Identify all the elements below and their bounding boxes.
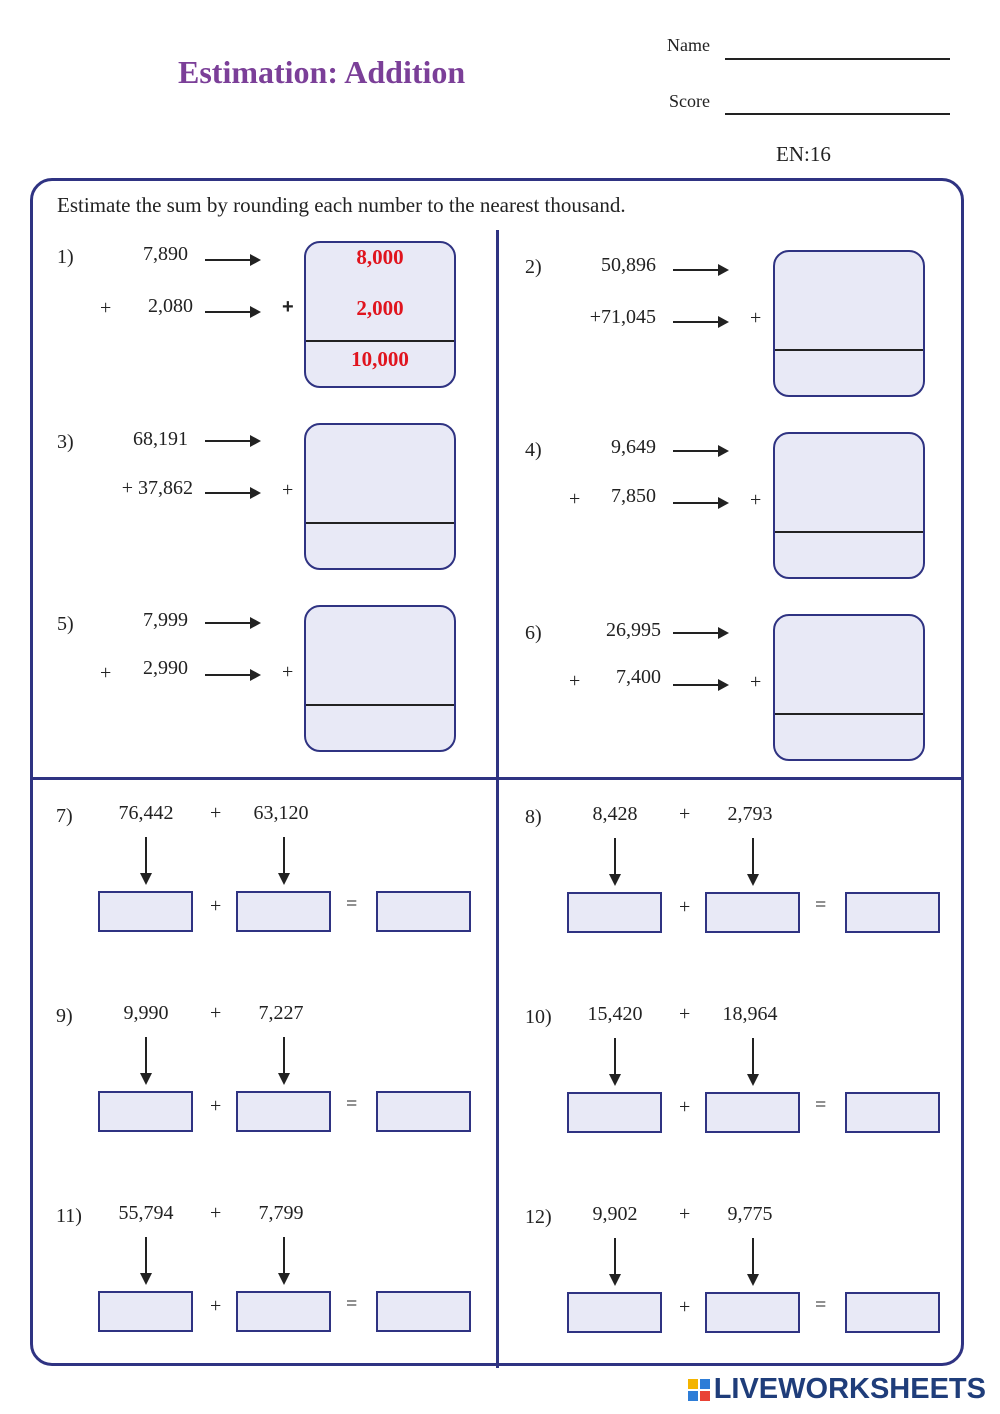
equals-sign: = — [346, 1293, 358, 1315]
box-plus-sign: + — [750, 307, 762, 329]
problem-number: 9) — [56, 1005, 73, 1027]
plus-sign: + — [679, 803, 691, 825]
right-arrow-icon — [673, 443, 729, 459]
liveworksheets-logo — [688, 1373, 986, 1406]
addend-a: 9,649 — [611, 436, 656, 458]
plus-sign: + — [100, 662, 112, 684]
right-arrow-icon — [673, 495, 729, 511]
estimated-sum-box[interactable] — [845, 892, 940, 933]
problem-number: 7) — [56, 805, 73, 827]
right-arrow-icon — [205, 667, 261, 683]
equals-sign: = — [815, 894, 827, 916]
rounded-a-box[interactable] — [98, 1091, 193, 1132]
estimated-sum-box[interactable] — [376, 1291, 471, 1332]
right-arrow-icon — [205, 485, 261, 501]
down-arrow-icon — [745, 838, 761, 886]
rounded-b-box[interactable] — [705, 1092, 800, 1133]
rounded-b-answer: 2,000 — [356, 296, 404, 320]
down-arrow-icon — [276, 1237, 292, 1285]
plus-sign: + — [100, 297, 112, 319]
equals-sign: = — [815, 1294, 827, 1316]
plus-sign: + — [679, 1203, 691, 1225]
problem-number: 2) — [525, 256, 542, 278]
rounded-b-box[interactable] — [705, 1292, 800, 1333]
worksheet-code: EN:16 — [776, 142, 831, 166]
addend-b: 7,850 — [611, 485, 656, 507]
down-arrow-icon — [607, 1038, 623, 1086]
addend-b: 2,990 — [143, 657, 188, 679]
box-plus-sign: + — [282, 479, 294, 501]
addend-b: + 37,862 — [121, 477, 193, 499]
estimate-box[interactable] — [773, 432, 925, 579]
down-arrow-icon — [138, 1237, 154, 1285]
score-field[interactable] — [725, 113, 950, 115]
right-arrow-icon — [205, 252, 261, 268]
rounded-a-answer: 8,000 — [356, 245, 404, 269]
estimated-sum-answer: 10,000 — [351, 347, 409, 371]
addend-a: 26,995 — [606, 619, 661, 641]
problem-number: 6) — [525, 622, 542, 644]
estimate-box[interactable] — [304, 605, 456, 752]
rounded-b-box[interactable] — [236, 891, 331, 932]
plus-sign: + — [569, 670, 581, 692]
rounded-a-box[interactable] — [98, 891, 193, 932]
addend-a: 68,191 — [133, 428, 188, 450]
problem-number: 4) — [525, 439, 542, 461]
plus-sign: + — [210, 1095, 222, 1117]
sum-line — [775, 349, 923, 351]
problem-number: 10) — [525, 1006, 552, 1028]
equals-sign: = — [346, 893, 358, 915]
problem-number: 8) — [525, 806, 542, 828]
rounded-b-box[interactable] — [705, 892, 800, 933]
problem-number: 12) — [525, 1206, 552, 1228]
addend-b: 2,793 — [727, 803, 773, 825]
estimate-box[interactable] — [304, 241, 456, 388]
rounded-a-box[interactable] — [567, 892, 662, 933]
down-arrow-icon — [607, 838, 623, 886]
right-arrow-icon — [673, 262, 729, 278]
box-plus-sign: + — [282, 661, 294, 683]
plus-sign: + — [210, 1202, 222, 1224]
addend-b: 7,799 — [258, 1202, 304, 1224]
box-plus-sign: + — [750, 489, 762, 511]
right-arrow-icon — [205, 615, 261, 631]
rounded-a-box[interactable] — [98, 1291, 193, 1332]
addend-b: 2,080 — [148, 295, 193, 317]
estimate-box[interactable] — [773, 250, 925, 397]
down-arrow-icon — [745, 1238, 761, 1286]
problem-number: 3) — [57, 431, 74, 453]
down-arrow-icon — [276, 837, 292, 885]
right-arrow-icon — [673, 314, 729, 330]
addend-a: 50,896 — [601, 254, 656, 276]
worksheet-title: Estimation: Addition — [178, 54, 466, 90]
estimate-box[interactable] — [304, 423, 456, 570]
sum-line — [306, 704, 454, 706]
equals-sign: = — [815, 1094, 827, 1116]
addend-a: 55,794 — [118, 1202, 174, 1224]
problem-number: 1) — [57, 246, 74, 268]
addend-a: 9,902 — [592, 1203, 638, 1225]
name-label: Name — [667, 35, 710, 55]
vertical-divider — [496, 230, 499, 1368]
down-arrow-icon — [138, 837, 154, 885]
box-plus-sign: + — [750, 671, 762, 693]
horizontal-divider — [30, 777, 964, 780]
sum-line — [775, 531, 923, 533]
plus-sign: + — [210, 1295, 222, 1317]
addend-b: 18,964 — [722, 1003, 778, 1025]
plus-sign: + — [210, 1002, 222, 1024]
right-arrow-icon — [205, 433, 261, 449]
sum-line — [775, 713, 923, 715]
estimated-sum-box[interactable] — [376, 1091, 471, 1132]
right-arrow-icon — [205, 304, 261, 320]
instructions: Estimate the sum by rounding each number to the nearest thousand. — [57, 193, 626, 217]
plus-sign: + — [679, 1296, 691, 1318]
problem-number: 5) — [57, 613, 74, 635]
problem-number: 11) — [56, 1205, 82, 1227]
addend-b: 63,120 — [253, 802, 309, 824]
estimated-sum-box[interactable] — [845, 1292, 940, 1333]
down-arrow-icon — [607, 1238, 623, 1286]
box-plus-sign: + — [282, 296, 294, 318]
addend-b: 7,227 — [258, 1002, 304, 1024]
plus-sign: + — [569, 488, 581, 510]
rounded-a-box[interactable] — [567, 1092, 662, 1133]
rounded-b-box[interactable] — [236, 1291, 331, 1332]
equals-sign: = — [346, 1093, 358, 1115]
plus-sign: + — [679, 1003, 691, 1025]
down-arrow-icon — [745, 1038, 761, 1086]
score-label: Score — [669, 91, 710, 111]
plus-sign: + — [210, 802, 222, 824]
addend-b: 7,400 — [616, 666, 661, 688]
rounded-b-box[interactable] — [236, 1091, 331, 1132]
right-arrow-icon — [673, 625, 729, 641]
addend-a: 76,442 — [118, 802, 174, 824]
plus-sign: + — [210, 895, 222, 917]
addend-a: 7,999 — [143, 609, 188, 631]
addend-b: +71,045 — [589, 306, 656, 328]
right-arrow-icon — [673, 677, 729, 693]
logo-mark-icon — [688, 1379, 710, 1401]
brand-name: LIVEWORKSHEETS — [713, 1373, 986, 1405]
down-arrow-icon — [138, 1037, 154, 1085]
name-field[interactable] — [725, 58, 950, 60]
sum-line — [306, 340, 454, 342]
plus-sign: + — [679, 1096, 691, 1118]
addend-a: 9,990 — [123, 1002, 169, 1024]
addend-a: 7,890 — [143, 243, 188, 265]
estimated-sum-box[interactable] — [845, 1092, 940, 1133]
estimated-sum-box[interactable] — [376, 891, 471, 932]
addend-a: 8,428 — [592, 803, 638, 825]
sum-line — [306, 522, 454, 524]
addend-a: 15,420 — [587, 1003, 643, 1025]
plus-sign: + — [679, 896, 691, 918]
estimate-box[interactable] — [773, 614, 925, 761]
down-arrow-icon — [276, 1037, 292, 1085]
addend-b: 9,775 — [727, 1203, 773, 1225]
rounded-a-box[interactable] — [567, 1292, 662, 1333]
